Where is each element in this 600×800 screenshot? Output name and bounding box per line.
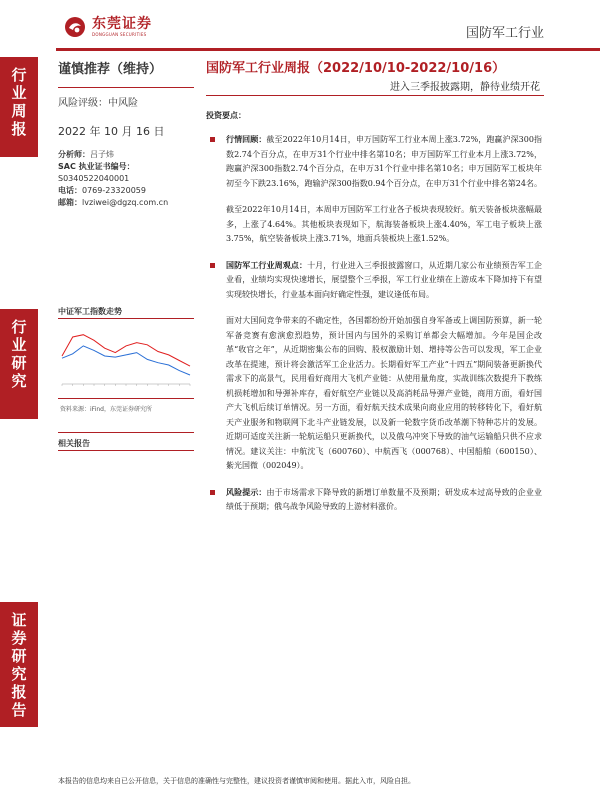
report-body	[206, 110, 542, 527]
analyst-name: 吕子炜	[90, 150, 114, 159]
report-title: 国防军工行业周报（2022/10/10-2022/10/16）	[206, 61, 506, 76]
market-review-text: 截至2022年10月14日，申万国防军工行业本周上涨3.72%，跑赢沪深300指数2.74个百分点，在申万31个行业中排名第10名；申万国防军工行业本月上涨3.72%，跑赢沪深300指数2.74个百分点，在申万31个行业中排名第10名；申万国防军工板块年初至今下跌23.16%，跑输沪深300指数0.94个百分点，在申万31个行业中排名第24名。	[226, 135, 543, 188]
phone-row	[58, 185, 194, 197]
risk-warning-text: 由于市场需求下降导致的新增订单数量不及预期；研发成本过高导致的企业业绩低于预期；俄乌战争风险导致的上游材料涨价。	[226, 487, 543, 511]
side-label-weekly-text: 行业周报	[9, 67, 28, 139]
outlook-paragraph	[206, 314, 542, 474]
key-points-heading: 投资要点：	[206, 111, 246, 120]
report-date: 2022 年 10 月 16 日	[58, 125, 165, 138]
brand-name: 东莞证券	[92, 16, 152, 32]
analyst-info	[58, 149, 194, 209]
analyst-label: 分析师：	[58, 150, 90, 159]
weekly-view-lead: 国防军工行业周观点：	[226, 260, 308, 270]
side-label-report-text: 证券研究报告	[9, 612, 28, 720]
chart-series-line-1	[62, 346, 190, 375]
sub-sector-text: 截至2022年10月14日，本周申万国防军工行业各子板块表现较好。航天装备板块涨幅最多，上涨了4.64%。其他板块表现如下，航海装备板块上涨4.40%，军工电子板块上涨3.75%，航空装备板块上涨3.71%，地面兵装板块上涨1.52%。	[226, 205, 542, 243]
sac-number: S0340522040001	[58, 174, 130, 183]
phone-number: 0769-23320059	[82, 186, 146, 195]
related-top-rule	[58, 432, 194, 433]
brand-logo	[64, 16, 152, 38]
email-row	[58, 197, 194, 209]
related-reports-title: 相关报告	[58, 439, 90, 448]
report-subtitle: 进入三季报披露期，静待业绩开花	[390, 82, 540, 93]
analyst-name-row	[58, 149, 194, 161]
sub-sector-paragraph	[206, 203, 542, 247]
report-info-column	[58, 58, 194, 209]
side-label-weekly	[0, 57, 38, 157]
risk-rating: 风险评级：中风险	[58, 87, 194, 109]
sac-number-row	[58, 173, 194, 185]
weekly-view-paragraph	[206, 259, 542, 303]
risk-warning-lead: 风险提示：	[226, 487, 267, 497]
footer-disclaimer: 本报告的信息均来自已公开信息，关于信息的准确性与完整性，建议投资者谨慎审阅和使用。据此入市，风险自担。	[58, 777, 415, 785]
outlook-text: 面对大国间竞争带来的不确定性，各国都纷纷开始加强自身军备或上调国防预算，新一轮军备竞赛有愈演愈烈趋势，预计国内与国外的采购订单都会大幅增加。今年是国企改革“收官之年”，从近期密集公布的回购、股权激励计划、增持等公告可以发现，军工企业改革在提速，预计将会激活军工企业活力。长期看好军工产业“十四五”期间装备更新换代需求下的高景气，民用看好商用大飞机产业链：从使用量角度，实战训练次数提升下教练机损耗增加和导弹补库存，看好航空产业链以及高消耗品导弹产业链，商用方面，看好国产大飞机后续订单情况。另一方面，看好航天技术成果向商业应用的转移转化下，看好航天产业服务和物联网下北斗产业链发展，以及新一轮数字货币改革潮下特种芯片的发展。近期可适度关注新一轮航运船只更新换代，以及俄乌冲突下导致的油气运输船只供不应求情况。建议关注：中航沈飞（600760）、中航西飞（000768）、中国船舶（600150）、紫光国微（002049）。	[226, 316, 542, 470]
chart-bottom-rule	[58, 398, 194, 399]
index-chart-title: 中证军工指数走势	[58, 307, 122, 316]
brand-name-en: DONGGUAN SECURITIES	[92, 32, 147, 37]
side-label-research-text: 行业研究	[9, 319, 28, 391]
chart-series-line-0	[62, 335, 190, 366]
title-divider	[206, 95, 544, 96]
brand-logo-icon	[64, 16, 86, 38]
side-label-research	[0, 309, 38, 419]
industry-tag: 国防军工行业	[465, 26, 544, 41]
market-review-paragraph	[206, 133, 542, 191]
market-review-lead: 行情回顾：	[226, 135, 267, 144]
header-divider	[56, 48, 600, 51]
phone-label: 电话：	[58, 186, 82, 195]
chart-source-note: 资料来源：iFind，东莞证券研究所	[60, 406, 152, 413]
investment-rating: 谨慎推荐（维持）	[58, 62, 163, 77]
related-bottom-rule	[58, 450, 194, 451]
chart-top-rule	[58, 318, 194, 319]
index-trend-chart	[58, 322, 194, 394]
email-address[interactable]: lvziwei@dgzq.com.cn	[82, 198, 169, 207]
side-label-report	[0, 602, 38, 727]
sac-label: SAC 执业证书编号：	[58, 162, 135, 171]
risk-warning-paragraph	[206, 486, 542, 515]
weekly-view-text: 十月，行业进入三季报披露窗口，从近期几家公布业绩预告军工企业看，业绩均实现快速增长，展望整个三季报，军工行业业绩在上游成本下降加持下有望实现较快增长，行业基本面向好确定性强，建议逢低布局。	[226, 260, 543, 299]
sac-label-row	[58, 161, 194, 173]
email-label: 邮箱：	[58, 198, 82, 207]
